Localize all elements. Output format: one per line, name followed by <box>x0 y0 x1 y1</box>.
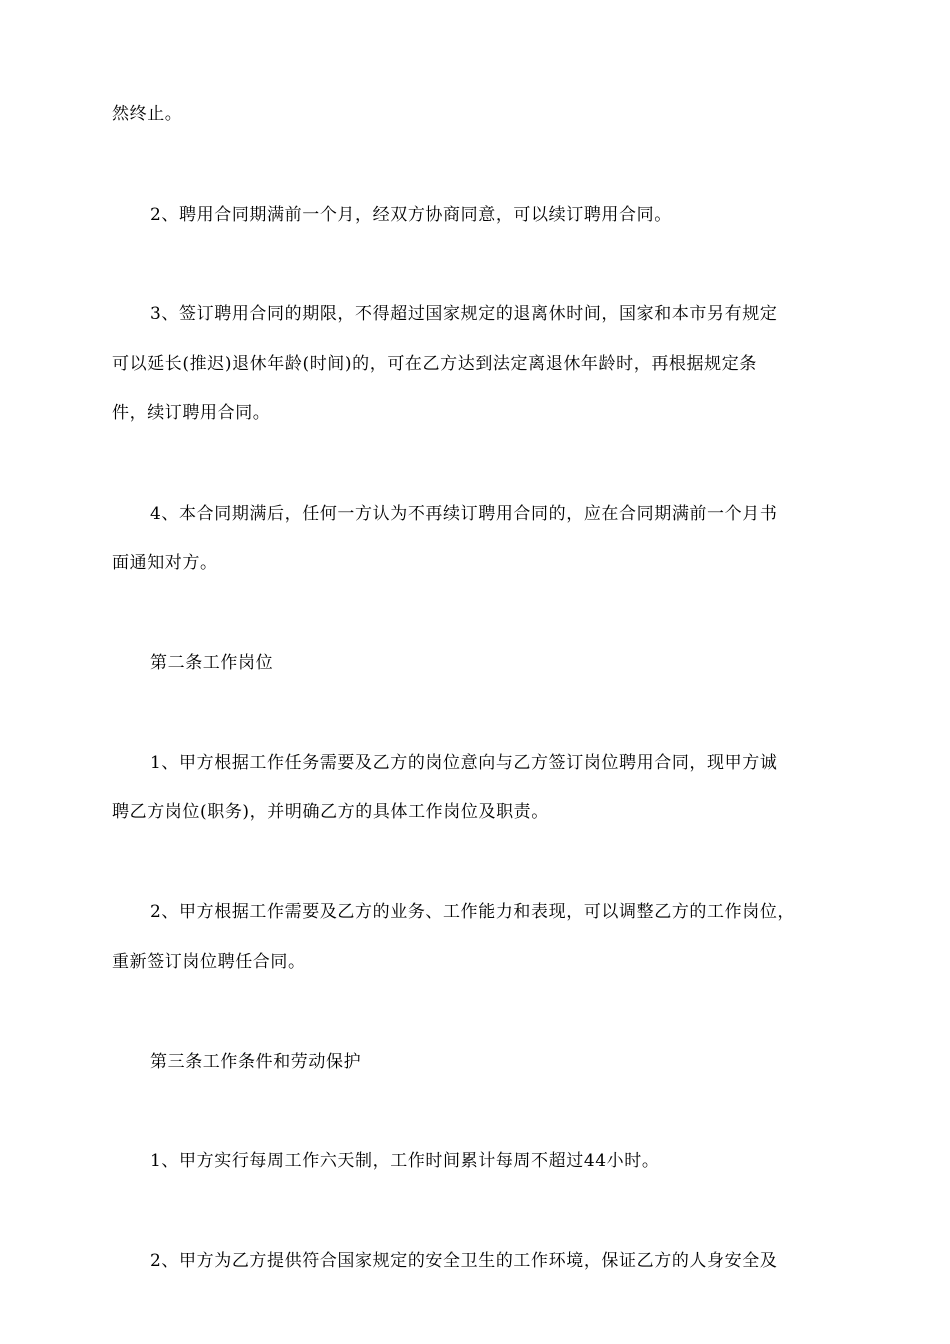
paragraph-line: 2、甲方为乙方提供符合国家规定的安全卫生的工作环境，保证乙方的人身安全及 <box>150 1251 778 1271</box>
paragraph-line: 1、甲方根据工作任务需要及乙方的岗位意向与乙方签订岗位聘用合同，现甲方诚 <box>150 753 778 773</box>
paragraph-line: 然终止。 <box>112 104 183 124</box>
paragraph-line: 面通知对方。 <box>112 553 218 573</box>
paragraph-line: 2、聘用合同期满前一个月，经双方协商同意，可以续订聘用合同。 <box>150 205 672 225</box>
paragraph-line: 4、本合同期满后，任何一方认为不再续订聘用合同的，应在合同期满前一个月书 <box>150 504 778 524</box>
paragraph-line: 重新签订岗位聘任合同。 <box>112 952 306 972</box>
paragraph-line: 1、甲方实行每周工作六天制，工作时间累计每周不超过44小时。 <box>150 1151 660 1171</box>
paragraph-line: 聘乙方岗位(职务)，并明确乙方的具体工作岗位及职责。 <box>112 802 549 822</box>
paragraph-line: 件，续订聘用合同。 <box>112 403 271 423</box>
paragraph-line: 2、甲方根据工作需要及乙方的业务、工作能力和表现，可以调整乙方的工作岗位， <box>150 902 796 922</box>
paragraph-line: 3、签订聘用合同的期限，不得超过国家规定的退离休时间，国家和本市另有规定 <box>150 304 778 324</box>
section-heading: 第二条工作岗位 <box>150 653 274 673</box>
paragraph-line: 可以延长(推迟)退休年龄(时间)的，可在乙方达到法定离退休年龄时，再根据规定条 <box>112 354 757 374</box>
section-heading: 第三条工作条件和劳动保护 <box>150 1052 362 1072</box>
